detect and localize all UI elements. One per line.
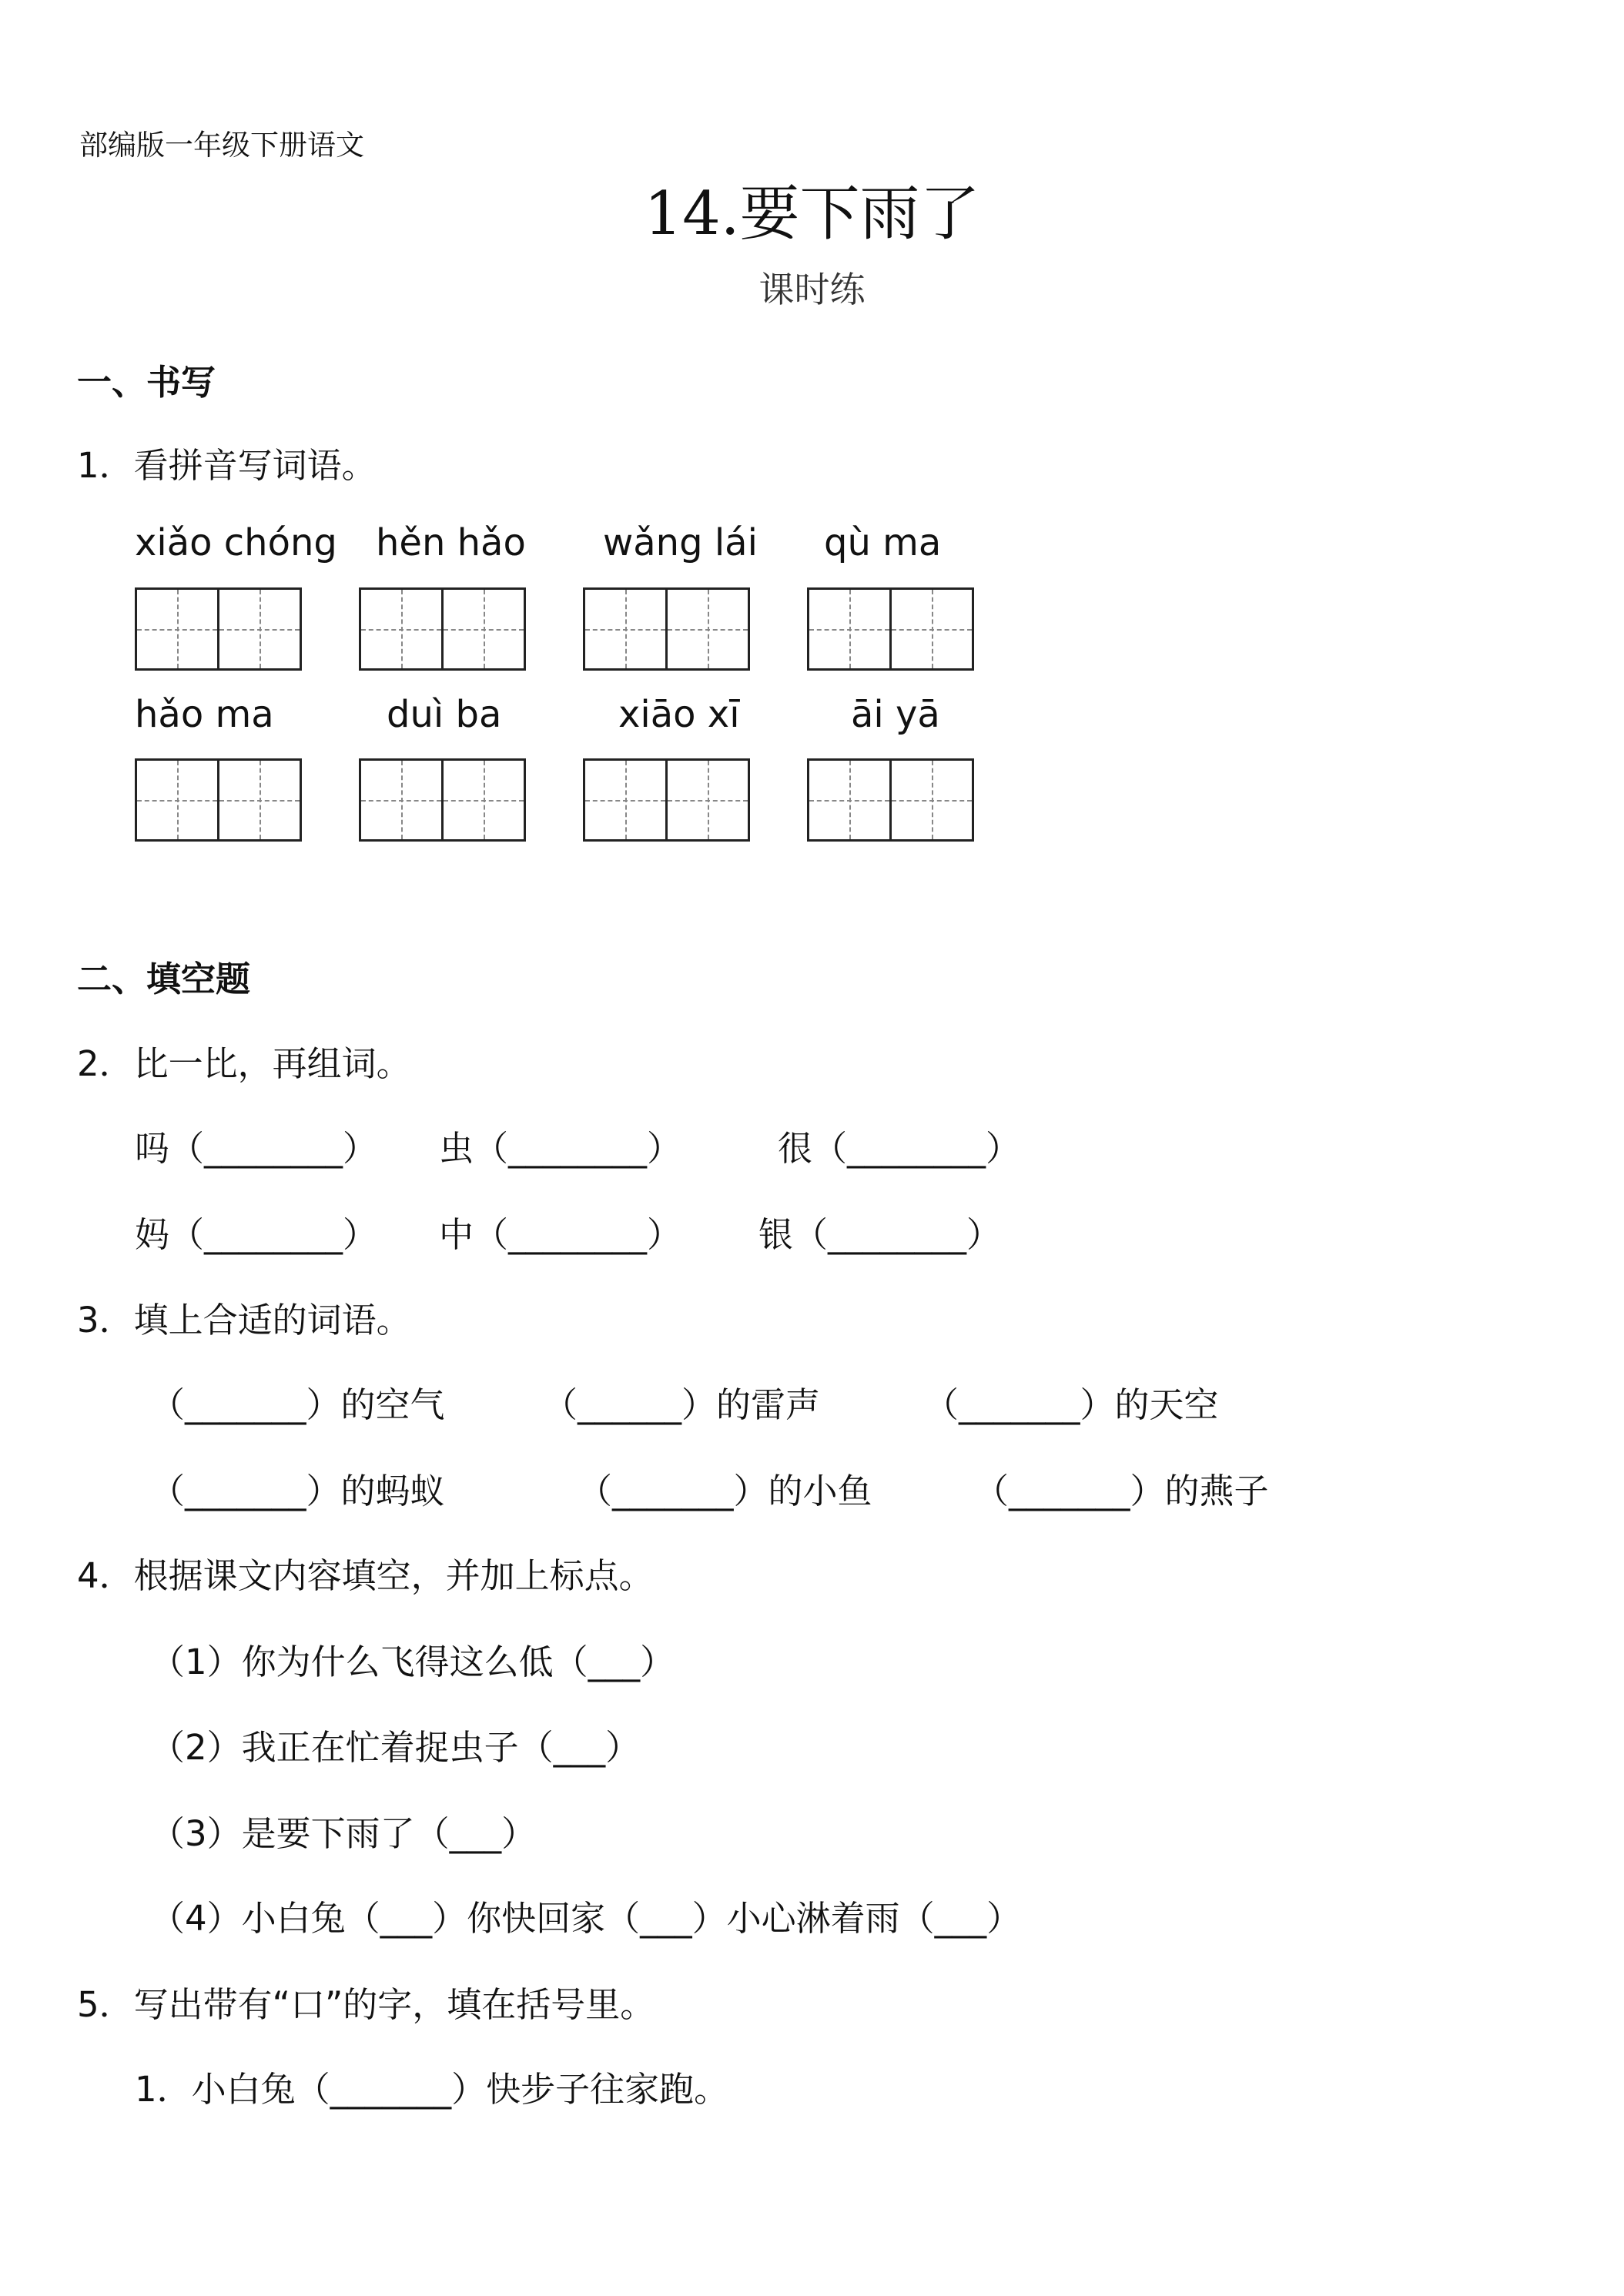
- pinyin-label: xiǎo chóng: [135, 521, 337, 564]
- pinyin-label: hǎo ma: [135, 693, 274, 736]
- blank-item[interactable]: （_______）的燕子: [974, 1471, 1269, 1511]
- blank-item[interactable]: （2）我正在忙着捉虫子（___）: [150, 1727, 641, 1768]
- blank-item[interactable]: （4）小白兔（___）你快回家（___）小心淋着雨（___）: [150, 1898, 1022, 1939]
- writing-grid[interactable]: [359, 758, 526, 842]
- blank-item[interactable]: （_______）的小鱼: [578, 1471, 872, 1511]
- section-heading-writing: 一、书写: [77, 362, 216, 403]
- blank-item[interactable]: （______）的雷声: [543, 1384, 821, 1425]
- question-2-text: 2．比一比，再组词。: [77, 1043, 411, 1084]
- blank-item[interactable]: 中（________）: [439, 1214, 682, 1255]
- question-4-text: 4．根据课文内容填空，并加上标点。: [77, 1555, 654, 1596]
- question-1-text: 1．看拼音写词语。: [77, 445, 377, 486]
- pinyin-label: āi yā: [851, 693, 940, 736]
- question-3-text: 3．填上合适的词语。: [77, 1300, 411, 1340]
- pinyin-label: qù ma: [824, 521, 942, 564]
- writing-grid[interactable]: [135, 758, 302, 842]
- blank-item[interactable]: （3）是要下雨了（___）: [150, 1813, 537, 1854]
- writing-grid[interactable]: [583, 587, 750, 671]
- section-heading-fill-blank: 二、填空题: [77, 959, 251, 999]
- writing-grid[interactable]: [359, 587, 526, 671]
- blank-item[interactable]: 妈（________）: [135, 1214, 378, 1255]
- writing-grid[interactable]: [135, 587, 302, 671]
- blank-item[interactable]: （_______）的空气: [150, 1384, 445, 1425]
- writing-grid[interactable]: [583, 758, 750, 842]
- pinyin-label: xiāo xī: [618, 693, 740, 736]
- writing-grid[interactable]: [807, 587, 974, 671]
- question-5-text: 5．写出带有“口”的字，填在括号里。: [77, 1984, 655, 2025]
- writing-grid[interactable]: [807, 758, 974, 842]
- blank-item[interactable]: （_______）的天空: [924, 1384, 1219, 1425]
- pinyin-label: hěn hǎo: [376, 521, 526, 564]
- blank-item[interactable]: 很（________）: [778, 1128, 1021, 1169]
- page-title: 14.要下雨了: [644, 179, 980, 249]
- header-text: 部编版一年级下册语文: [79, 129, 364, 162]
- blank-item[interactable]: （1）你为什么飞得这么低（___）: [150, 1642, 675, 1682]
- blank-item[interactable]: 吗（________）: [135, 1128, 378, 1169]
- blank-item[interactable]: （_______）的蚂蚁: [150, 1471, 445, 1511]
- pinyin-label: duì ba: [387, 693, 502, 736]
- pinyin-label: wǎng lái: [603, 521, 758, 564]
- page-subtitle: 课时练: [758, 269, 866, 310]
- blank-item[interactable]: 1．小白兔（_______）快步子往家跑。: [135, 2069, 729, 2110]
- blank-item[interactable]: 银（________）: [758, 1214, 1002, 1255]
- blank-item[interactable]: 虫（________）: [439, 1128, 682, 1169]
